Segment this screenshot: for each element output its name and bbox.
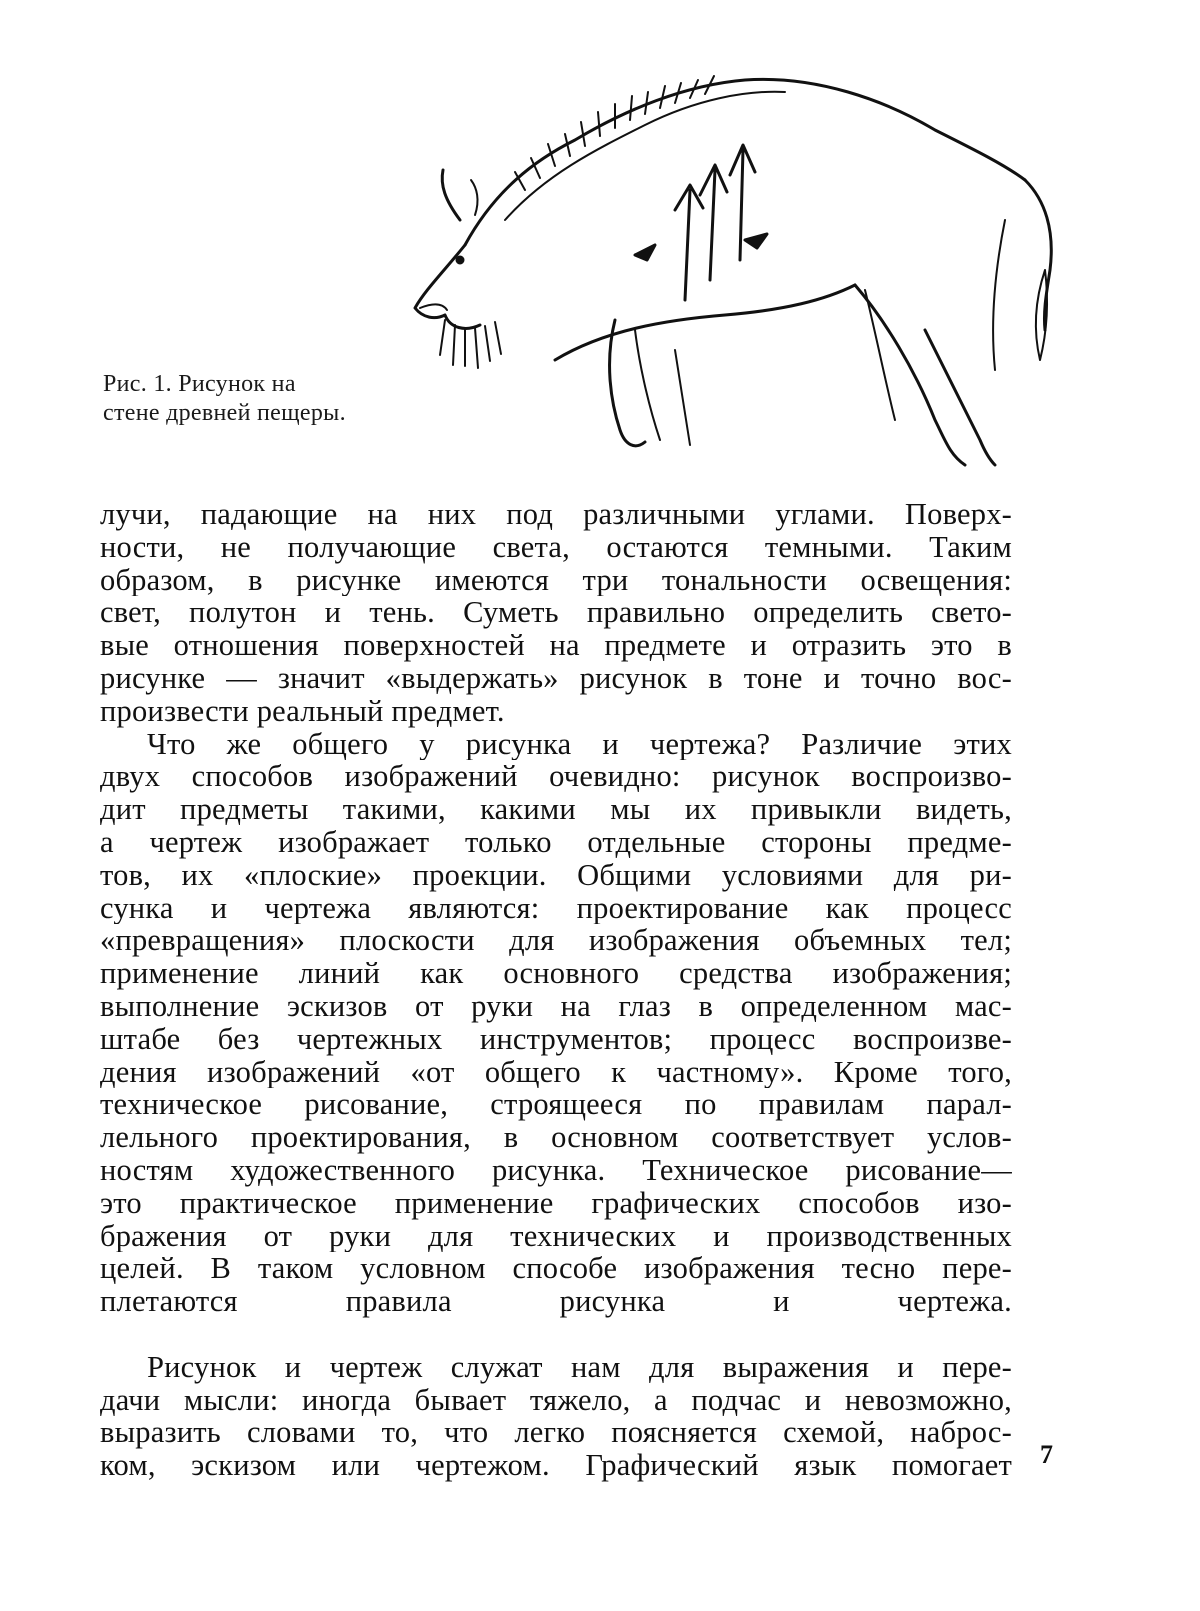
text-line: свет, полутон и тень. Суметь правильно определить свето- (100, 596, 1012, 630)
text-line: бражения от руки для технических и производственных (100, 1219, 1012, 1253)
text-line: «превращения» плоскости для изображения объемных тел; (100, 924, 1012, 958)
page-number: 7 (1040, 1440, 1053, 1469)
bison-cave-drawing-icon (405, 70, 1070, 470)
paragraph-1 (100, 498, 1012, 728)
text-line: двух способов изображений очевидно: рисунок воспроизво- (100, 760, 1012, 794)
text-line: образом, в рисунке имеются три тональности освещения: (100, 563, 1012, 597)
caption-line: Рис. 1. Рисунок на (103, 371, 296, 397)
paragraph-3 (100, 1351, 1012, 1482)
text-line: лучи, падающие на них под различными углами. Поверх- (100, 498, 1012, 531)
text-line: лельного проектирования, в основном соответствует услов- (100, 1121, 1012, 1154)
body-text (100, 498, 1012, 1482)
text-line: Рисунок и чертеж служат нам для выражения и пере- (147, 1350, 1012, 1384)
text-line: ком, эскизом или чертежом. Графический язык помогает (100, 1449, 1012, 1482)
text-line: вые отношения поверхностей на предмете и отразить это в (100, 629, 1012, 662)
text-line: рисунке — значит «выдержать» рисунок в тоне и точно вос- (100, 661, 1012, 695)
text-line: штабе без чертежных инструментов; процесс воспроизве- (100, 1022, 1012, 1056)
text-line: дит предметы такими, какими мы их привыкли видеть, (100, 793, 1012, 826)
figure-caption (103, 370, 393, 428)
text-line: сунка и чертежа являются: проектирование как процесс (100, 891, 1012, 925)
caption-line: стене древней пещеры. (103, 400, 346, 426)
text-line: техническое рисование, строящееся по правилам парал- (100, 1088, 1012, 1122)
text-line: дения изображений «от общего к частному». Кроме того, (100, 1055, 1012, 1089)
text-line: применение линий как основного средства изображения; (100, 957, 1012, 990)
text-line: выразить словами то, что легко поясняется схемой, наброс- (100, 1416, 1012, 1450)
text-line: выполнение эскизов от руки на глаз в определенном мас- (100, 989, 1012, 1023)
text-line: плетаются правила рисунка и чертежа. (100, 1285, 1012, 1318)
text-line: дачи мысли: иногда бывает тяжело, а подчас и невозможно, (100, 1383, 1012, 1417)
text-line: а чертеж изображает только отдельные стороны предме- (100, 825, 1012, 859)
text-line: это практическое применение графических способов изо- (100, 1186, 1012, 1220)
text-line: ности, не получающие света, остаются темными. Таким (100, 530, 1012, 564)
text-line: целей. В таком условном способе изображения тесно пере- (100, 1252, 1012, 1286)
paragraph-2 (100, 728, 1012, 1351)
text-line: Что же общего у рисунка и чертежа? Различие этих (147, 727, 1012, 761)
text-line: ностям художественного рисунка. Техническое рисование— (100, 1153, 1012, 1187)
text-line: произвести реальный предмет. (100, 694, 505, 728)
text-line (100, 1318, 1012, 1351)
text-line: тов, их «плоские» проекции. Общими условиями для ри- (100, 858, 1012, 892)
